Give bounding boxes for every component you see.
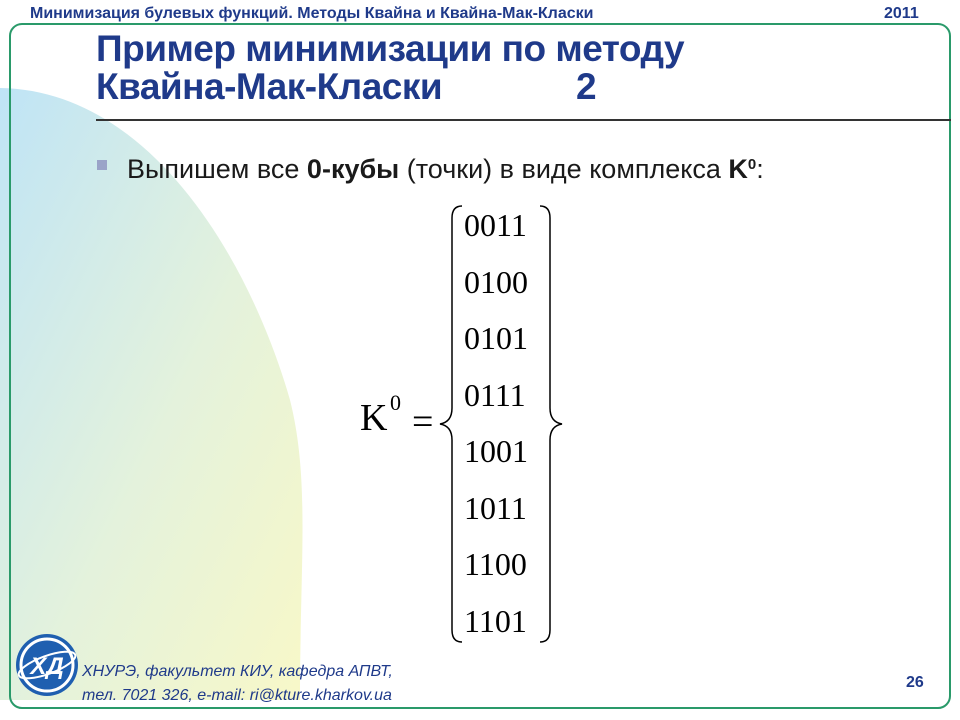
left-brace [440,206,462,642]
logo-text: ХД [30,653,64,680]
bullet-text-before: Выпишем все [127,154,307,184]
cube-item: 0101 [464,320,528,356]
bullet-text-middle: (точки) в виде комплекса [399,154,729,184]
cube-item: 0011 [464,207,527,243]
cube-item: 1100 [464,546,527,582]
course-title: Минимизация булевых функций. Методы Квайна и Квайна-Мак-Класки [30,5,594,22]
bullet-text-end: : [756,154,764,184]
cube-list [464,203,528,655]
cube-item: 1101 [464,602,527,639]
formula-superscript: 0 [390,390,401,415]
bullet-complex-symbol: K [728,154,748,184]
formula-symbol: K [360,397,388,439]
right-brace [540,206,562,642]
bullet-bold-number: 0 [306,154,322,184]
university-logo [14,632,80,698]
footer-contacts [82,660,393,708]
page-number: 26 [906,674,924,691]
cube-item: 1011 [464,489,527,526]
cube-item: 0100 [464,263,528,300]
slide-title-line2: Квайна-Мак-Класки [96,66,443,107]
formula-equals: = [412,401,434,443]
slide-title-line1: Пример минимизации по методу [96,28,685,69]
bullet-complex-sup: 0 [747,156,757,173]
header-year: 2011 [884,5,919,22]
bullet-bold-word: -кубы [321,154,400,184]
footer-line2: тел. 7021 326, e-mail: ri@kture.kharkov.ua [82,687,392,704]
slide-title-number: 2 [576,66,597,107]
cube-item: 0111 [464,376,526,413]
cube-item: 1001 [464,433,528,469]
footer-line1: ХНУРЭ, факультет КИУ, кафедра АПВТ, [82,663,393,680]
